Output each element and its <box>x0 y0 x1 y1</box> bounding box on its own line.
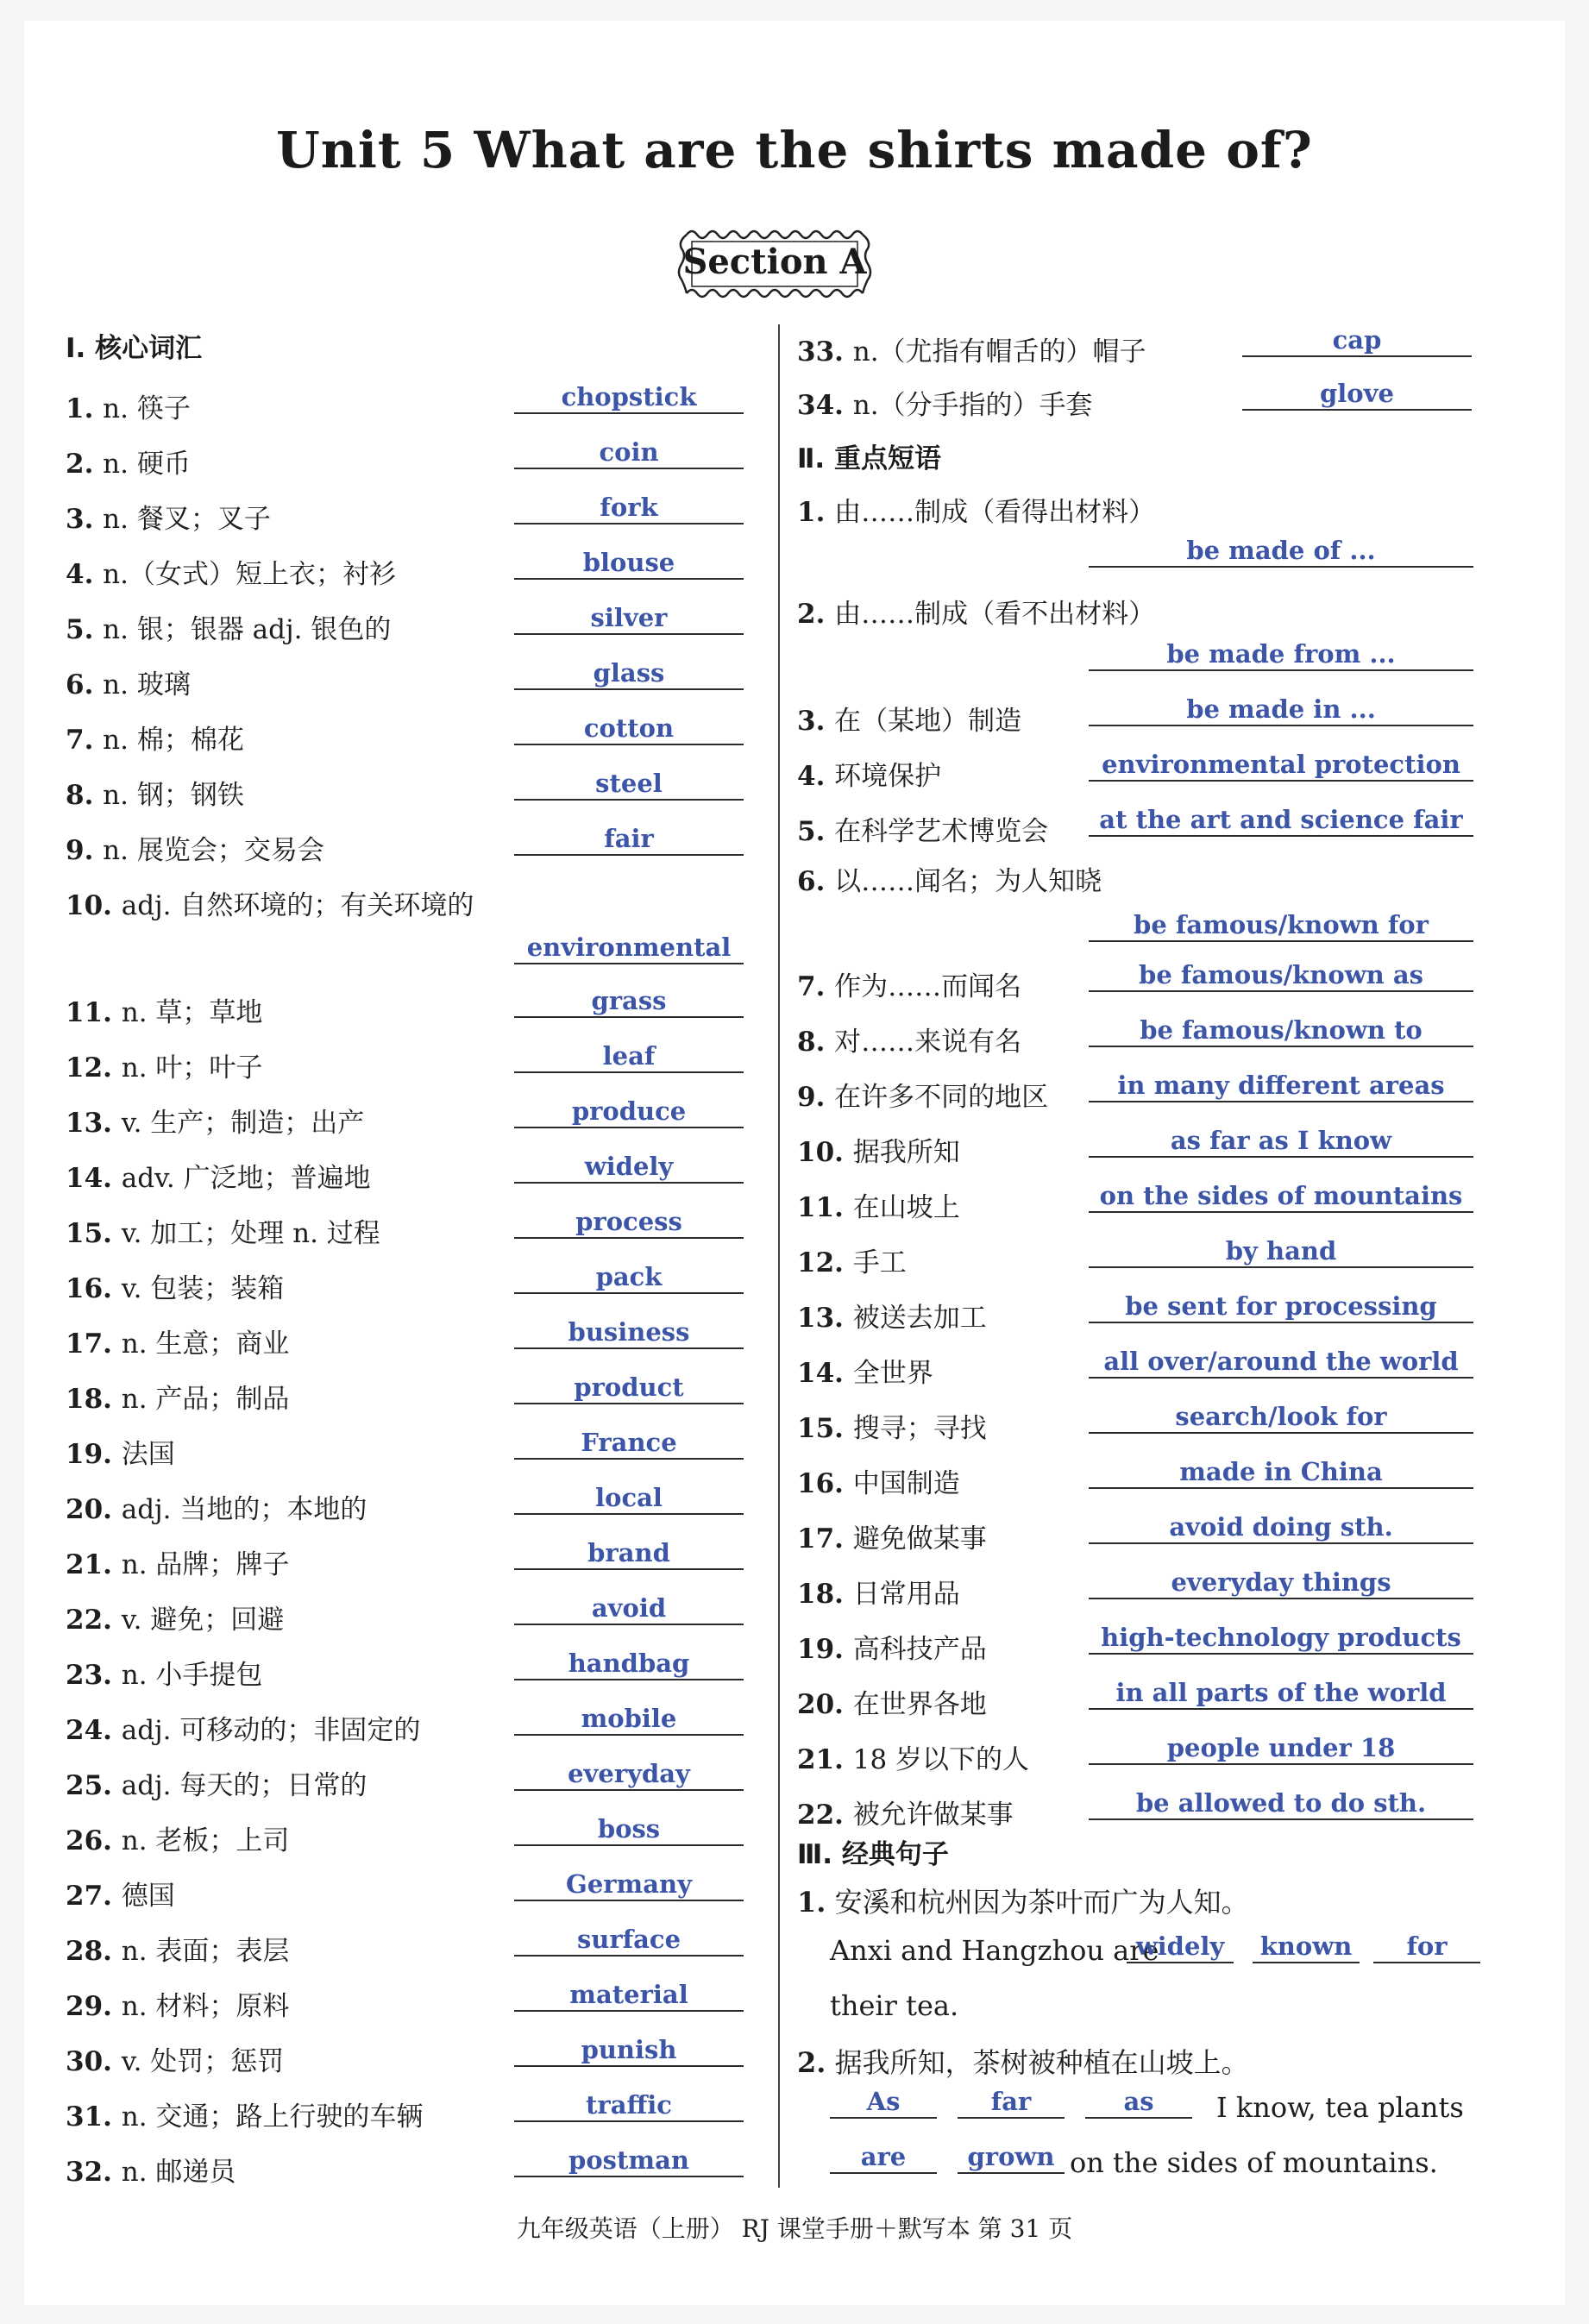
vocab-answer-8[interactable]: steel <box>514 768 744 801</box>
phrase-answer-2[interactable]: be made from ... <box>1089 638 1473 671</box>
vocab-definition: v. 加工；处理 n. 过程 <box>121 1218 380 1249</box>
vocab-definition: n. 叶；叶子 <box>121 1052 263 1083</box>
vocab-definition: v. 避免；回避 <box>121 1605 285 1636</box>
vocab-item-23 <box>66 1653 262 1692</box>
phrase-answer-1[interactable]: be made of ... <box>1089 535 1473 568</box>
phrase-number: 1. <box>797 497 835 528</box>
vocab-number: 28. <box>66 1936 122 1967</box>
phrase-item-12 <box>797 1241 907 1279</box>
phrase-item-9 <box>797 1075 1048 1114</box>
vocab-definition: n. 餐叉；叉子 <box>103 504 271 535</box>
phrase-item-15 <box>797 1406 987 1445</box>
phrase-number: 9. <box>797 1082 835 1113</box>
phrase-item-8 <box>797 1020 1021 1058</box>
vocab-item-1 <box>66 386 191 425</box>
vocab-answer-14[interactable]: widely <box>514 1151 744 1184</box>
vocab-answer-11[interactable]: grass <box>514 985 744 1018</box>
vocab-definition: n.（分手指的）手套 <box>852 390 1093 421</box>
phrase-chinese: 搜寻；寻找 <box>852 1413 987 1444</box>
phrase-item-2 <box>797 592 1155 631</box>
vocab-number: 18. <box>66 1384 122 1415</box>
vocab-item-20 <box>66 1487 367 1526</box>
vocab-number: 26. <box>66 1825 122 1856</box>
sentence1-cn <box>797 1881 1249 1920</box>
phrase-answer-6[interactable]: be famous/known for <box>1089 909 1473 942</box>
vocab-answer-30[interactable]: punish <box>514 2034 744 2067</box>
vocab-number: 3. <box>66 504 104 535</box>
phrase-number: 19. <box>797 1634 853 1665</box>
phrase-number: 7. <box>797 971 835 1002</box>
vocab-item-18 <box>66 1377 289 1416</box>
vocab-item-22 <box>66 1598 284 1636</box>
vocab-item-15 <box>66 1211 380 1250</box>
vocab-number: 6. <box>66 669 104 700</box>
vocab-answer-24[interactable]: mobile <box>514 1703 744 1736</box>
phrase-item-11 <box>797 1185 960 1224</box>
sentence2-blank-2[interactable]: far <box>958 2086 1065 2119</box>
phrase-chinese: 日常用品 <box>852 1579 960 1610</box>
phrase-answer-16[interactable]: made in China <box>1089 1456 1473 1489</box>
vocab-definition: n.（女式）短上衣；衬衫 <box>103 559 396 590</box>
vocab-definition: n. 棉；棉花 <box>103 725 244 756</box>
sentence2-blank-4[interactable]: are <box>830 2141 937 2174</box>
vocab-definition: n. 银；银器 adj. 银色的 <box>103 614 392 645</box>
sentence2-blank-1[interactable]: As <box>830 2086 937 2119</box>
vocab-item-26 <box>66 1818 289 1857</box>
vocab-answer-2[interactable]: coin <box>514 437 744 469</box>
vocab-definition: n. 交通；路上行驶的车辆 <box>121 2101 424 2132</box>
vocab-answer-3[interactable]: fork <box>514 492 744 524</box>
phrase-item-3 <box>797 699 1021 738</box>
vocab-number: 14. <box>66 1163 122 1194</box>
vocab-item-2 <box>66 442 191 481</box>
vocab-item-24 <box>66 1708 420 1747</box>
vocab-definition: adj. 自然环境的；有关环境的 <box>121 890 474 921</box>
phrase-chinese: 对……来说有名 <box>834 1027 1022 1058</box>
vocab-answer-16[interactable]: pack <box>514 1261 744 1294</box>
sentence2-num: 2. <box>797 2046 826 2079</box>
vocab-answer-26[interactable]: boss <box>514 1813 744 1846</box>
vocab-answer-28[interactable]: surface <box>514 1924 744 1957</box>
phrase-item-13 <box>797 1296 987 1335</box>
vocab-item-12 <box>66 1046 262 1084</box>
phrase-number: 3. <box>797 706 835 737</box>
vocab-number: 8. <box>66 780 104 811</box>
vocab-number: 19. <box>66 1439 122 1470</box>
phrase-answer-9[interactable]: in many different areas <box>1089 1070 1473 1102</box>
sentence1-en-start: Anxi and Hangzhou are <box>830 1934 1159 1967</box>
sentence1-en-end: their tea. <box>830 1989 959 2022</box>
vocab-number: 1. <box>66 393 104 424</box>
vocab-number: 21. <box>66 1549 122 1580</box>
vocab-definition: adj. 每天的；日常的 <box>121 1770 367 1801</box>
phrase-number: 20. <box>797 1689 853 1720</box>
phrase-number: 4. <box>797 761 835 792</box>
vocab-item-28 <box>66 1929 289 1968</box>
vocab-number: 29. <box>66 1991 122 2022</box>
phrase-chinese: 由……制成（看不出材料） <box>834 599 1156 630</box>
phrase-chinese: 中国制造 <box>852 1468 960 1499</box>
phrase-item-20 <box>797 1682 987 1721</box>
vocab-answer-22[interactable]: avoid <box>514 1592 744 1625</box>
vocab-definition: 法国 <box>121 1439 175 1470</box>
phrase-item-17 <box>797 1517 987 1555</box>
vocab-definition: n. 产品；制品 <box>121 1384 290 1415</box>
vocab-answer-1[interactable]: chopstick <box>514 381 744 414</box>
vocab-definition: n. 品牌；牌子 <box>121 1549 290 1580</box>
vocab-answer-9[interactable]: fair <box>514 823 744 856</box>
phrase-answer-4[interactable]: environmental protection <box>1089 749 1473 782</box>
phrase-item-19 <box>797 1627 987 1666</box>
vocab-number: 4. <box>66 559 104 590</box>
vocab-definition: n. 展览会；交易会 <box>103 835 324 866</box>
vocab-answer-32[interactable]: postman <box>514 2145 744 2177</box>
vocab-number: 32. <box>66 2157 122 2188</box>
phrase-chinese: 18 岁以下的人 <box>852 1744 1030 1775</box>
vocab-item-8 <box>66 773 244 812</box>
vocab-definition: n. 生意；商业 <box>121 1328 290 1360</box>
phrase-answer-10[interactable]: as far as I know <box>1089 1125 1473 1158</box>
phrase-answer-12[interactable]: by hand <box>1089 1235 1473 1268</box>
vocab-number: 33. <box>797 336 853 367</box>
vocab-number: 27. <box>66 1881 122 1912</box>
vocab-definition: v. 处罚；惩罚 <box>121 2046 285 2077</box>
vocab-number: 10. <box>66 890 122 921</box>
phrase-item-1 <box>797 490 1155 529</box>
vocab-definition: n. 草；草地 <box>121 997 263 1028</box>
sentence2-blank-3[interactable]: as <box>1085 2086 1192 2119</box>
phrase-item-5 <box>797 809 1048 848</box>
phrase-number: 8. <box>797 1027 835 1058</box>
vocab-item-29 <box>66 1984 289 2023</box>
vocab-definition: adj. 可移动的；非固定的 <box>121 1715 421 1746</box>
vocab-item-4 <box>66 552 396 591</box>
phrase-answer-20[interactable]: in all parts of the world <box>1089 1677 1473 1710</box>
phrase-item-10 <box>797 1130 960 1169</box>
vocab-answer-4[interactable]: blouse <box>514 547 744 580</box>
vocab-number: 31. <box>66 2101 122 2132</box>
phrase-number: 15. <box>797 1413 853 1444</box>
phrase-answer-17[interactable]: avoid doing sth. <box>1089 1511 1473 1544</box>
vocab-definition: adj. 当地的；本地的 <box>121 1494 367 1525</box>
vocab-number: 34. <box>797 390 853 421</box>
phrase-chinese: 在世界各地 <box>852 1689 987 1720</box>
phrase-chinese: 手工 <box>852 1247 907 1278</box>
vocab-answer-13[interactable]: produce <box>514 1096 744 1128</box>
column-divider <box>778 324 780 2188</box>
phrase-chinese: 被允许做某事 <box>852 1800 1014 1831</box>
phrase-chinese: 在（某地）制造 <box>834 706 1022 737</box>
phrase-chinese: 高科技产品 <box>852 1634 987 1665</box>
sentence1-blank-2[interactable]: known <box>1253 1931 1360 1963</box>
vocab-definition: n. 表面；表层 <box>121 1936 290 1967</box>
phrase-chinese: 在许多不同的地区 <box>834 1082 1049 1113</box>
vocab-item-33 <box>797 330 1146 368</box>
phrase-answer-21[interactable]: people under 18 <box>1089 1732 1473 1765</box>
vocab-number: 22. <box>66 1605 122 1636</box>
vocab-item-34 <box>797 383 1093 422</box>
phrase-number: 21. <box>797 1744 853 1775</box>
vocab-number: 16. <box>66 1273 122 1304</box>
phrase-number: 18. <box>797 1579 853 1610</box>
vocab-definition: v. 生产；制造；出产 <box>121 1108 365 1139</box>
vocab-number: 20. <box>66 1494 122 1525</box>
phrase-item-21 <box>797 1737 1029 1776</box>
sentence2-cn <box>797 2041 1249 2081</box>
vocab-definition: v. 包装；装箱 <box>121 1273 285 1304</box>
vocab-number: 2. <box>66 449 104 480</box>
phrase-answer-3[interactable]: be made in ... <box>1089 694 1473 726</box>
vocab-answer-10[interactable]: environmental <box>514 932 744 964</box>
phrase-answer-18[interactable]: everyday things <box>1089 1567 1473 1599</box>
phrase-number: 12. <box>797 1247 853 1278</box>
phrase-item-18 <box>797 1572 960 1611</box>
phrase-number: 14. <box>797 1358 853 1389</box>
vocab-definition: adv. 广泛地；普遍地 <box>121 1163 371 1194</box>
phrase-chinese: 以……闻名；为人知晓 <box>834 866 1102 897</box>
phrase-answer-19[interactable]: high-technology products <box>1089 1622 1473 1655</box>
vocab-number: 7. <box>66 725 104 756</box>
vocab-definition: n. 硬币 <box>103 449 191 480</box>
phrase-chinese: 据我所知 <box>852 1137 960 1168</box>
vocab-definition: n. 玻璃 <box>103 669 191 700</box>
phrase-answer-11[interactable]: on the sides of mountains <box>1089 1180 1473 1213</box>
phrase-item-4 <box>797 754 941 793</box>
phrase-number: 11. <box>797 1192 853 1223</box>
vocab-answer-15[interactable]: process <box>514 1206 744 1239</box>
vocab-item-7 <box>66 718 244 757</box>
vocab-item-32 <box>66 2150 236 2189</box>
phrase-chinese: 在科学艺术博览会 <box>834 816 1049 847</box>
vocab-answer-19[interactable]: France <box>514 1427 744 1460</box>
vocab-definition: n. 邮递员 <box>121 2157 236 2188</box>
phrase-item-6 <box>797 859 1102 898</box>
sentence2-en-end: on the sides of mountains. <box>1070 2146 1438 2179</box>
vocab-number: 5. <box>66 614 104 645</box>
vocab-answer-21[interactable]: brand <box>514 1537 744 1570</box>
vocab-item-21 <box>66 1542 289 1581</box>
vocab-item-16 <box>66 1266 284 1305</box>
phrase-chinese: 环境保护 <box>834 761 942 792</box>
sentence1-blank-1[interactable]: widely <box>1127 1931 1234 1963</box>
vocab-answer-20[interactable]: local <box>514 1482 744 1515</box>
part3-heading: Ⅲ. 经典句子 <box>797 1839 949 1870</box>
vocab-answer-25[interactable]: everyday <box>514 1758 744 1791</box>
phrase-chinese: 被送去加工 <box>852 1303 987 1334</box>
vocab-definition: n.（尤指有帽舌的）帽子 <box>852 336 1146 367</box>
vocab-item-27 <box>66 1874 175 1913</box>
vocab-answer-18[interactable]: product <box>514 1372 744 1404</box>
phrase-item-14 <box>797 1351 933 1390</box>
phrase-item-22 <box>797 1793 1014 1831</box>
vocab-item-9 <box>66 828 324 867</box>
phrase-answer-13[interactable]: be sent for processing <box>1089 1291 1473 1323</box>
vocab-number: 13. <box>66 1108 122 1139</box>
vocab-item-11 <box>66 990 262 1029</box>
phrase-number: 22. <box>797 1800 853 1831</box>
part1-heading: Ⅰ. 核心词汇 <box>66 333 203 364</box>
phrase-answer-22[interactable]: be allowed to do sth. <box>1089 1787 1473 1820</box>
sentence2-chinese: 据我所知，茶树被种植在山坡上。 <box>834 2046 1249 2079</box>
vocab-answer-31[interactable]: traffic <box>514 2089 744 2122</box>
phrase-number: 13. <box>797 1303 853 1334</box>
phrase-number: 17. <box>797 1523 853 1555</box>
vocab-number: 25. <box>66 1770 122 1801</box>
vocab-item-3 <box>66 497 271 536</box>
vocab-number: 30. <box>66 2046 122 2077</box>
vocab-item-5 <box>66 607 391 646</box>
vocab-item-17 <box>66 1322 289 1360</box>
vocab-number: 11. <box>66 997 122 1028</box>
vocab-definition: n. 筷子 <box>103 393 191 424</box>
phrase-answer-15[interactable]: search/look for <box>1089 1401 1473 1434</box>
vocab-item-6 <box>66 663 191 701</box>
vocab-answer-5[interactable]: silver <box>514 602 744 635</box>
phrase-item-16 <box>797 1461 960 1500</box>
vocab-answer-27[interactable]: Germany <box>514 1869 744 1901</box>
phrase-chinese: 避免做某事 <box>852 1523 987 1555</box>
vocab-definition: n. 老板；上司 <box>121 1825 290 1856</box>
sentence2-blank-5[interactable]: grown <box>958 2141 1065 2174</box>
vocab-definition: 德国 <box>121 1881 175 1912</box>
phrase-chinese: 全世界 <box>852 1358 933 1389</box>
sentence2-en-mid: I know, tea plants <box>1216 2091 1464 2124</box>
vocab-item-19 <box>66 1432 175 1471</box>
vocab-number: 17. <box>66 1328 122 1360</box>
vocab-number: 15. <box>66 1218 122 1249</box>
page-title: Unit 5 What are the shirts made of? <box>276 121 1313 179</box>
vocab-answer-12[interactable]: leaf <box>514 1040 744 1073</box>
vocab-item-30 <box>66 2039 284 2078</box>
vocab-number: 24. <box>66 1715 122 1746</box>
vocab-answer-17[interactable]: business <box>514 1316 744 1349</box>
vocab-item-13 <box>66 1101 364 1140</box>
vocab-item-25 <box>66 1763 367 1802</box>
phrase-number: 6. <box>797 866 835 897</box>
phrase-chinese: 在山坡上 <box>852 1192 960 1223</box>
sentence1-chinese: 安溪和杭州因为茶叶而广为人知。 <box>834 1886 1249 1919</box>
part2-heading: Ⅱ. 重点短语 <box>797 443 941 474</box>
vocab-answer-7[interactable]: cotton <box>514 713 744 745</box>
vocab-number: 23. <box>66 1660 122 1691</box>
page-footer: 九年级英语（上册） RJ 课堂手册＋默写本 第 31 页 <box>516 2214 1073 2243</box>
vocab-number: 9. <box>66 835 104 866</box>
vocab-answer-6[interactable]: glass <box>514 657 744 690</box>
sentence1-blank-3[interactable]: for <box>1373 1931 1480 1963</box>
vocab-item-31 <box>66 2095 423 2133</box>
vocab-item-14 <box>66 1156 371 1195</box>
vocab-answer-33[interactable]: cap <box>1242 324 1472 357</box>
phrase-answer-8[interactable]: be famous/known to <box>1089 1014 1473 1047</box>
section-label: Section A <box>682 242 867 282</box>
phrase-chinese: 作为……而闻名 <box>834 971 1022 1002</box>
phrase-number: 10. <box>797 1137 853 1168</box>
vocab-definition: n. 小手提包 <box>121 1660 263 1691</box>
phrase-item-7 <box>797 964 1021 1003</box>
phrase-number: 16. <box>797 1468 853 1499</box>
phrase-number: 2. <box>797 599 835 630</box>
vocab-definition: n. 钢；钢铁 <box>103 780 244 811</box>
sentence1-num: 1. <box>797 1886 826 1919</box>
phrase-number: 5. <box>797 816 835 847</box>
section-badge <box>671 223 878 305</box>
vocab-item-10 <box>66 883 474 922</box>
phrase-answer-7[interactable]: be famous/known as <box>1089 959 1473 992</box>
phrase-answer-5[interactable]: at the art and science fair <box>1089 804 1473 837</box>
vocab-answer-23[interactable]: handbag <box>514 1648 744 1680</box>
phrase-chinese: 由……制成（看得出材料） <box>834 497 1156 528</box>
phrase-answer-14[interactable]: all over/around the world <box>1089 1346 1473 1379</box>
vocab-answer-29[interactable]: material <box>514 1979 744 2012</box>
vocab-definition: n. 材料；原料 <box>121 1991 290 2022</box>
vocab-number: 12. <box>66 1052 122 1083</box>
vocab-answer-34[interactable]: glove <box>1242 378 1472 411</box>
